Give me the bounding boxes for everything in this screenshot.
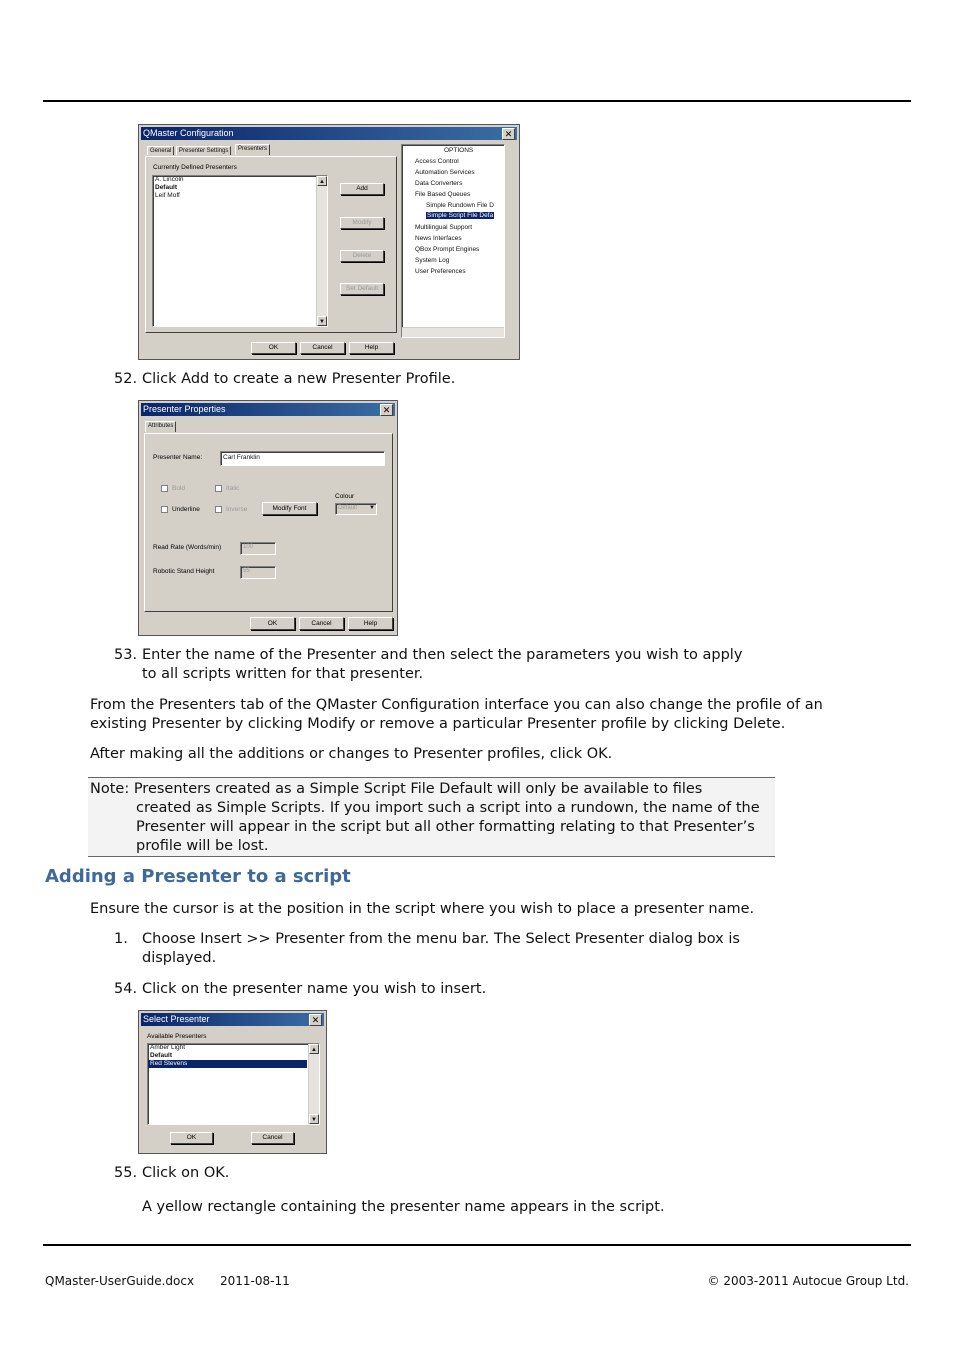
tree-item-simple-rundown[interactable]: Simple Rundown File D <box>426 202 494 209</box>
paragraph-1-line2: existing Presenter by clicking Modify or remove a particular Presenter profile by clicking Delete. <box>90 716 786 732</box>
step-55-text: Click on OK. <box>142 1165 230 1181</box>
paragraph-2: After making all the additions or changes to Presenter profiles, click OK. <box>90 746 613 762</box>
colour-value: Default <box>338 505 358 511</box>
tree-item-access-control[interactable]: Access Control <box>415 158 459 165</box>
step-52-text: Click Add to create a new Presenter Profile. <box>142 371 456 387</box>
cancel-button[interactable]: Cancel <box>299 617 344 630</box>
note-line1: Note: Presenters created as a Simple Script File Default will only be available to files <box>90 781 703 797</box>
dialog-title-bar <box>141 127 517 140</box>
available-presenters-label: Available Presenters <box>147 1033 207 1040</box>
close-icon[interactable]: ✕ <box>309 1014 322 1026</box>
tab-presenters[interactable]: Presenters <box>235 144 270 155</box>
section-heading: Adding a Presenter to a script <box>45 866 351 887</box>
stand-height-value: 55 <box>243 568 250 574</box>
presenter-name-input[interactable] <box>220 451 385 466</box>
tab-attributes[interactable]: Attributes <box>145 421 176 432</box>
step-54-number: 54. <box>114 981 138 997</box>
tree-item-data-converters[interactable]: Data Converters <box>415 180 463 187</box>
cancel-button[interactable]: Cancel <box>300 342 345 354</box>
step-53-number: 53. <box>114 647 138 663</box>
dialog-title: QMaster Configuration <box>143 128 234 138</box>
step-53-line1: Enter the name of the Presenter and then select the parameters you wish to apply <box>142 647 743 663</box>
options-tree[interactable] <box>401 144 505 338</box>
stand-height-input[interactable] <box>240 566 276 579</box>
modify-font-button[interactable]: Modify Font <box>262 502 317 515</box>
cancel-button[interactable]: Cancel <box>251 1132 294 1144</box>
read-rate-label: Read Rate (Words/min) <box>153 544 222 551</box>
presenters-list-label: Currently Defined Presenters <box>153 164 237 171</box>
stand-height-label: Robotic Stand Height <box>153 568 215 575</box>
presenter-name-value: Carl Franklin <box>223 454 260 461</box>
available-presenters-list[interactable] <box>147 1043 320 1125</box>
list-scrollbar[interactable] <box>308 1044 319 1124</box>
help-button[interactable]: Help <box>349 342 394 354</box>
step-52-number: 52. <box>114 371 138 387</box>
step-1-line2: displayed. <box>142 950 217 966</box>
scroll-down-icon[interactable]: ▼ <box>317 316 327 326</box>
footer-doc-name: QMaster-UserGuide.docx <box>45 1274 195 1288</box>
colour-select[interactable] <box>335 503 377 515</box>
italic-label: Italic <box>226 485 240 492</box>
bold-label: Bold <box>172 485 186 492</box>
top-rule <box>43 100 911 102</box>
select-presenter-dialog <box>138 1010 327 1154</box>
tree-item-system-log[interactable]: System Log <box>415 257 450 264</box>
note-line2: created as Simple Scripts. If you import such a script into a rundown, the name of the <box>136 800 760 816</box>
ok-button[interactable]: OK <box>250 617 295 630</box>
dialog-title-bar <box>141 403 395 416</box>
list-item[interactable]: A. Lincoln <box>155 176 184 183</box>
tree-item-file-based-queues[interactable]: File Based Queues <box>415 191 471 198</box>
bold-checkbox[interactable] <box>161 485 168 492</box>
scroll-up-icon[interactable]: ▲ <box>317 176 327 186</box>
set-default-button[interactable]: Set Default <box>340 283 384 295</box>
dialog-title: Presenter Properties <box>143 404 226 414</box>
presenter-properties-dialog <box>138 400 398 636</box>
tab-general[interactable]: General <box>147 146 174 155</box>
close-icon[interactable]: ✕ <box>380 404 393 416</box>
tree-item-simple-script[interactable]: Simple Script File Defa <box>427 212 494 219</box>
close-icon[interactable]: ✕ <box>502 128 515 140</box>
delete-button[interactable]: Delete <box>340 250 384 262</box>
footer-copyright: © 2003-2011 Autocue Group Ltd. <box>707 1274 909 1288</box>
list-item[interactable]: Leif Moff <box>155 192 180 199</box>
italic-checkbox[interactable] <box>215 485 222 492</box>
list-item[interactable]: Default <box>150 1052 173 1059</box>
tree-item-user-preferences[interactable]: User Preferences <box>415 268 466 275</box>
note-line3: Presenter will appear in the script but all other formatting relating to that Presenter’s <box>136 819 755 835</box>
paragraph-1-line1: From the Presenters tab of the QMaster Configuration interface you can also change the profile of an <box>90 697 823 713</box>
paragraph-3: Ensure the cursor is at the position in the script where you wish to place a presenter name. <box>90 901 755 917</box>
inverse-label: Inverse <box>226 506 248 513</box>
footer-date: 2011-08-11 <box>220 1274 290 1288</box>
list-item-selected[interactable]: Red Stevens <box>148 1060 307 1068</box>
step-55-number: 55. <box>114 1165 138 1181</box>
qmaster-configuration-dialog <box>138 124 520 360</box>
bottom-rule <box>43 1244 911 1246</box>
ok-button[interactable]: OK <box>170 1132 213 1144</box>
presenters-list[interactable] <box>152 175 328 327</box>
note-box <box>88 777 775 857</box>
list-item[interactable]: Amber Light <box>150 1044 186 1051</box>
add-button[interactable]: Add <box>340 183 384 195</box>
presenter-name-label: Presenter Name: <box>153 454 203 461</box>
underline-checkbox[interactable] <box>161 506 168 513</box>
tree-item-options: OPTIONS <box>444 147 474 154</box>
inverse-checkbox[interactable] <box>215 506 222 513</box>
dialog-title: Select Presenter <box>143 1014 210 1024</box>
step-1-number: 1. <box>114 931 128 947</box>
step-1-line1: Choose Insert >> Presenter from the menu bar. The Select Presenter dialog box is <box>142 931 740 947</box>
tree-item-news-interfaces[interactable]: News Interfaces <box>415 235 462 242</box>
underline-label: Underline <box>172 506 200 513</box>
colour-label: Colour <box>335 493 355 500</box>
paragraph-4: A yellow rectangle containing the presenter name appears in the script. <box>142 1199 665 1215</box>
chevron-down-icon[interactable]: ▼ <box>369 505 375 511</box>
list-scrollbar[interactable] <box>316 176 327 326</box>
read-rate-value: 100 <box>243 544 254 550</box>
tree-scrollbar-horizontal[interactable] <box>402 327 504 337</box>
tree-item-qbox[interactable]: QBox Prompt Engines <box>415 246 480 253</box>
tab-presenter-settings[interactable]: Presenter Settings <box>176 146 231 155</box>
ok-button[interactable]: OK <box>251 342 296 354</box>
list-item[interactable]: Default <box>155 184 178 191</box>
note-line4: profile will be lost. <box>136 838 269 854</box>
tree-item-multilingual[interactable]: Multilingual Support <box>415 224 473 231</box>
read-rate-input[interactable] <box>240 542 276 555</box>
help-button[interactable]: Help <box>348 617 393 630</box>
scroll-up-icon[interactable]: ▲ <box>309 1044 319 1054</box>
tree-item-automation-services[interactable]: Automation Services <box>415 169 475 176</box>
modify-button[interactable]: Modify <box>340 217 384 229</box>
step-53-line2: to all scripts written for that presenter. <box>142 666 424 682</box>
dialog-title-bar <box>141 1013 324 1026</box>
scroll-down-icon[interactable]: ▼ <box>309 1114 319 1124</box>
step-54-text: Click on the presenter name you wish to insert. <box>142 981 487 997</box>
